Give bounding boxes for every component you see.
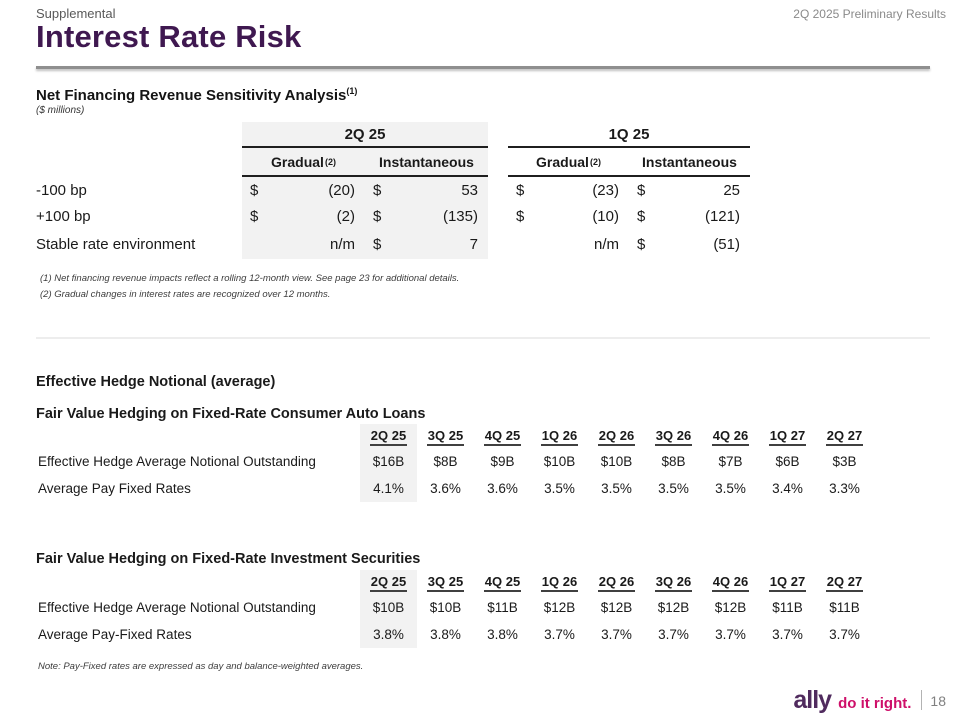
cell-value: $8B xyxy=(661,453,686,469)
cell-currency: $ xyxy=(637,235,646,253)
gradual-label: Gradual xyxy=(536,153,589,170)
page-title: Interest Rate Risk xyxy=(36,19,302,54)
subcol-2q25-gradual xyxy=(242,148,365,177)
cell-currency: $ xyxy=(365,229,395,259)
col-header: 1Q 27 xyxy=(759,424,816,448)
cell-value: $11B xyxy=(829,599,860,615)
page-number-separator xyxy=(921,690,922,710)
cell-value: 53 xyxy=(395,177,488,203)
cell-value: $8B xyxy=(433,453,458,469)
cell-value: 7 xyxy=(395,229,488,259)
col-header: 3Q 26 xyxy=(645,570,702,594)
sensitivity-title-text: Net Financing Revenue Sensitivity Analysis xyxy=(36,87,347,104)
cell-value: 3.5% xyxy=(658,480,689,496)
cell-value: $12B xyxy=(657,599,690,615)
col-header: 4Q 26 xyxy=(702,424,759,448)
cell-value: $16B xyxy=(360,448,417,474)
cell-currency: $ xyxy=(242,203,266,229)
cell-value: 3.8% xyxy=(430,626,461,642)
cell-value: (135) xyxy=(395,203,488,229)
cell-value: $10B xyxy=(543,453,576,469)
cell-value: $11B xyxy=(772,599,803,615)
column-group-1q25: 1Q 25 xyxy=(508,122,750,148)
sensitivity-unit-label: ($ millions) xyxy=(36,105,85,116)
cell-value: $7B xyxy=(718,453,743,469)
cell-value: 3.7% xyxy=(829,626,860,642)
hedge-table-1-title: Fair Value Hedging on Fixed-Rate Consumer Auto Loans xyxy=(36,406,426,422)
cell-value: n/m xyxy=(593,235,619,253)
footnote-marker-2: (2) xyxy=(324,156,336,167)
hedge-table-2-title: Fair Value Hedging on Fixed-Rate Investment Securities xyxy=(36,551,421,567)
spacer xyxy=(36,570,360,594)
cell-value: (10) xyxy=(592,207,619,225)
page-number: 18 xyxy=(930,693,946,709)
cell-value: $6B xyxy=(775,453,800,469)
ally-logo: ally xyxy=(793,686,832,714)
row-label-pay-fixed-rates: Average Pay Fixed Rates xyxy=(38,480,191,496)
col-header: 2Q 25 xyxy=(360,570,417,594)
cell-value: $12B xyxy=(600,599,633,615)
col-header: 1Q 26 xyxy=(531,424,588,448)
sensitivity-table xyxy=(36,122,750,259)
footnote-2: (2) Gradual changes in interest rates are recognized over 12 months. xyxy=(40,289,331,300)
cell-value: n/m xyxy=(266,229,365,259)
col-header: 2Q 26 xyxy=(588,424,645,448)
hedge-note: Note: Pay-Fixed rates are expressed as day and balance-weighted averages. xyxy=(38,661,364,672)
row-label-notional: Effective Hedge Average Notional Outstanding xyxy=(38,453,316,469)
title-divider xyxy=(36,66,930,69)
cell-value: 3.6% xyxy=(487,480,518,496)
subcol-1q25-instantaneous: Instantaneous xyxy=(629,148,750,177)
cell-value: 3.3% xyxy=(829,480,860,496)
subcol-1q25-gradual xyxy=(508,148,629,177)
cell-value: 3.7% xyxy=(715,626,746,642)
row-label-pay-fixed-rates: Average Pay-Fixed Rates xyxy=(38,626,192,642)
slide-eyebrow: Supplemental xyxy=(36,6,116,21)
cell-value: 3.5% xyxy=(544,480,575,496)
slide-footer xyxy=(793,688,946,712)
cell-value: 3.5% xyxy=(715,480,746,496)
sensitivity-table-title xyxy=(36,86,357,104)
cell-currency: $ xyxy=(637,181,646,199)
footnote-marker-1: (1) xyxy=(346,86,358,96)
cell-value: 4.1% xyxy=(360,474,417,502)
col-header: 2Q 26 xyxy=(588,570,645,594)
cell-value: $10B xyxy=(360,594,417,620)
cell-value: 3.4% xyxy=(772,480,803,496)
section-divider xyxy=(36,337,930,339)
cell-currency xyxy=(242,229,266,259)
spacer xyxy=(36,424,360,448)
col-header: 4Q 26 xyxy=(702,570,759,594)
cell-value: 3.7% xyxy=(658,626,689,642)
cell-value: 3.8% xyxy=(360,620,417,648)
col-header: 4Q 25 xyxy=(474,424,531,448)
cell-currency: $ xyxy=(516,207,525,225)
gradual-label: Gradual xyxy=(271,153,324,170)
col-header: 1Q 27 xyxy=(759,570,816,594)
col-header: 3Q 26 xyxy=(645,424,702,448)
hedge-table-1 xyxy=(36,424,873,502)
cell-currency: $ xyxy=(637,207,646,225)
cell-currency xyxy=(508,229,532,259)
row-label-notional: Effective Hedge Average Notional Outstanding xyxy=(38,599,316,615)
column-group-2q25: 2Q 25 xyxy=(242,122,488,148)
deck-subtitle: 2Q 2025 Preliminary Results xyxy=(793,7,946,21)
cell-currency: $ xyxy=(365,177,395,203)
cell-currency: $ xyxy=(516,181,525,199)
cell-value: 3.6% xyxy=(430,480,461,496)
row-label-minus-100bp: -100 bp xyxy=(36,181,87,199)
cell-value: (20) xyxy=(266,177,365,203)
cell-currency: $ xyxy=(242,177,266,203)
cell-value: 3.5% xyxy=(601,480,632,496)
row-label-plus-100bp: +100 bp xyxy=(36,207,91,225)
footnote-marker-2: (2) xyxy=(589,156,601,167)
ally-tagline: do it right. xyxy=(838,694,912,712)
cell-value: (2) xyxy=(266,203,365,229)
hedge-table-2 xyxy=(36,570,873,648)
cell-value: $10B xyxy=(429,599,462,615)
cell-value: 3.7% xyxy=(601,626,632,642)
cell-value: (23) xyxy=(592,181,619,199)
cell-value: $12B xyxy=(714,599,747,615)
cell-value: 3.7% xyxy=(544,626,575,642)
cell-currency: $ xyxy=(365,203,395,229)
subcol-2q25-instantaneous: Instantaneous xyxy=(365,148,488,177)
col-header: 3Q 25 xyxy=(417,424,474,448)
cell-value: $11B xyxy=(487,599,518,615)
col-header: 1Q 26 xyxy=(531,570,588,594)
footnote-1: (1) Net financing revenue impacts reflect a rolling 12-month view. See page 23 for additional details. xyxy=(40,273,460,284)
col-header: 2Q 27 xyxy=(816,424,873,448)
cell-value: (51) xyxy=(713,235,740,253)
cell-value: 3.8% xyxy=(487,626,518,642)
cell-value: 3.7% xyxy=(772,626,803,642)
row-label-stable-rate: Stable rate environment xyxy=(36,235,196,253)
cell-value: $10B xyxy=(600,453,633,469)
cell-value: $12B xyxy=(543,599,576,615)
cell-value: (121) xyxy=(704,207,740,225)
cell-value: $9B xyxy=(490,453,515,469)
cell-value: $3B xyxy=(832,453,857,469)
col-header: 4Q 25 xyxy=(474,570,531,594)
col-header: 3Q 25 xyxy=(417,570,474,594)
col-header: 2Q 27 xyxy=(816,570,873,594)
hedge-section-title: Effective Hedge Notional (average) xyxy=(36,374,276,390)
cell-value: 25 xyxy=(723,181,740,199)
col-header: 2Q 25 xyxy=(360,424,417,448)
